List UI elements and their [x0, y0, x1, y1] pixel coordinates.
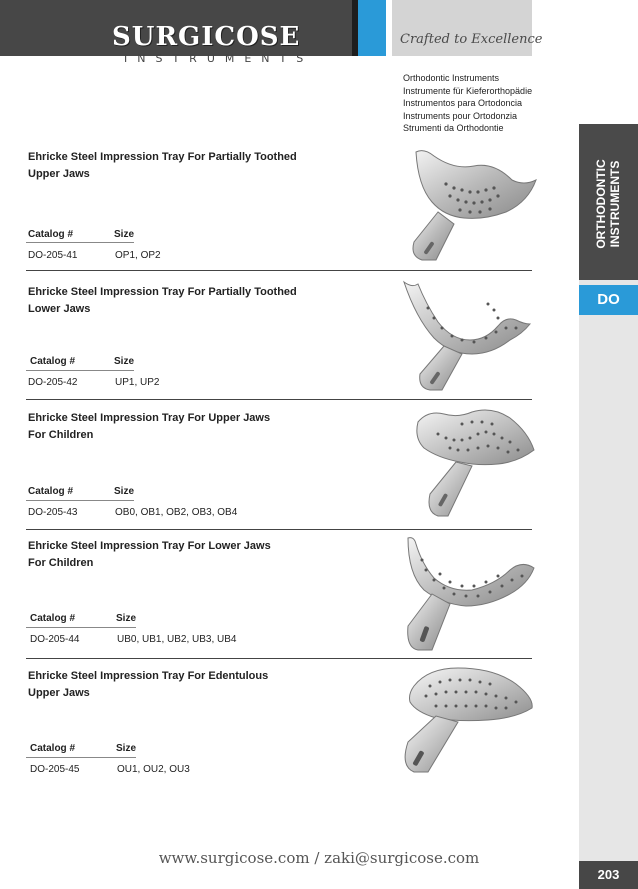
size-values: UB0, UB1, UB2, UB3, UB4	[117, 634, 237, 645]
children-lower-tray-image	[392, 534, 538, 658]
table-underline	[26, 757, 136, 758]
product-title-line: Upper Jaws	[28, 167, 90, 180]
section-separator	[26, 270, 532, 271]
size-values: OP1, OP2	[115, 250, 161, 261]
header-accent-band	[358, 0, 386, 56]
size-header: Size	[114, 229, 135, 240]
language-line: Instrumentos para Ortodoncia	[403, 98, 523, 108]
product-title-line: Ehricke Steel Impression Tray For Lower Jaws	[28, 540, 271, 552]
section-separator	[26, 658, 532, 659]
brand-tagline: Crafted to Excellence	[400, 32, 543, 47]
footer-contact	[0, 849, 638, 867]
edentulous-tray-image	[384, 664, 536, 776]
size-values: OB0, OB1, OB2, OB3, OB4	[115, 507, 238, 518]
section-separator	[26, 399, 532, 400]
side-title-line: INSTRUMENTS	[608, 160, 622, 248]
catalog-number: DO-205-41	[28, 250, 78, 261]
table-underline	[26, 500, 134, 501]
children-upper-tray-image	[398, 404, 536, 524]
header-tagline-band	[392, 0, 532, 56]
size-values: OU1, OU2, OU3	[117, 764, 190, 775]
product-title-line: Ehricke Steel Impression Tray For Edentulous	[28, 670, 269, 682]
product-title	[28, 668, 318, 701]
size-header: Size	[114, 486, 135, 497]
product-title	[28, 149, 318, 182]
side-title-line: ORTHODONTIC	[594, 159, 608, 249]
brand-logo: SURGICOSE	[112, 22, 301, 52]
catalog-header: Catalog #	[30, 613, 76, 624]
category-languages	[403, 72, 532, 135]
language-line: Instruments pour Ortodonzia	[403, 110, 518, 121]
side-category-title	[594, 129, 622, 279]
catalog-number: DO-205-44	[30, 634, 80, 645]
category-code-badge: DO	[579, 285, 638, 315]
size-header: Size	[114, 356, 135, 367]
catalog-header: Catalog #	[28, 229, 74, 240]
product-title-line: Upper Jaws	[28, 686, 90, 699]
table-underline	[26, 242, 134, 243]
catalog-number: DO-205-45	[30, 764, 80, 775]
product-title-line: For Children	[28, 428, 94, 441]
language-line: Orthodontic Instruments	[403, 73, 500, 83]
brand-subtitle: INSTRUMENTS	[124, 52, 314, 65]
product-title	[28, 284, 318, 317]
catalog-header: Catalog #	[30, 356, 76, 367]
product-title-line: Ehricke Steel Impression Tray For Partially Toothed	[28, 151, 297, 163]
product-title-line: Ehricke Steel Impression Tray For Upper Jaws	[28, 412, 271, 424]
table-underline	[26, 370, 134, 371]
catalog-header: Catalog #	[30, 743, 76, 754]
product-title-line: For Children	[28, 556, 94, 569]
upper-tray-image	[394, 146, 538, 268]
product-title	[28, 538, 318, 571]
page-header	[0, 0, 638, 65]
catalog-number: DO-205-43	[28, 507, 78, 518]
page-number: 203	[579, 861, 638, 889]
lower-tray-image	[398, 274, 534, 394]
catalog-number: DO-205-42	[28, 377, 78, 388]
product-title	[28, 410, 318, 443]
table-underline	[26, 627, 136, 628]
product-title-line: Ehricke Steel Impression Tray For Partially Toothed	[28, 286, 297, 298]
section-separator	[26, 529, 532, 530]
catalog-header: Catalog #	[28, 486, 74, 497]
language-line: Instrumente für Kieferorthopädie	[403, 85, 533, 96]
product-title-line: Lower Jaws	[28, 302, 91, 315]
size-header: Size	[116, 613, 137, 624]
size-values: UP1, UP2	[115, 377, 160, 388]
language-line: Strumenti da Orthodontie	[403, 123, 504, 133]
footer-text: www.surgicose.com / zaki@surgicose.com	[158, 849, 480, 867]
size-header: Size	[116, 743, 137, 754]
